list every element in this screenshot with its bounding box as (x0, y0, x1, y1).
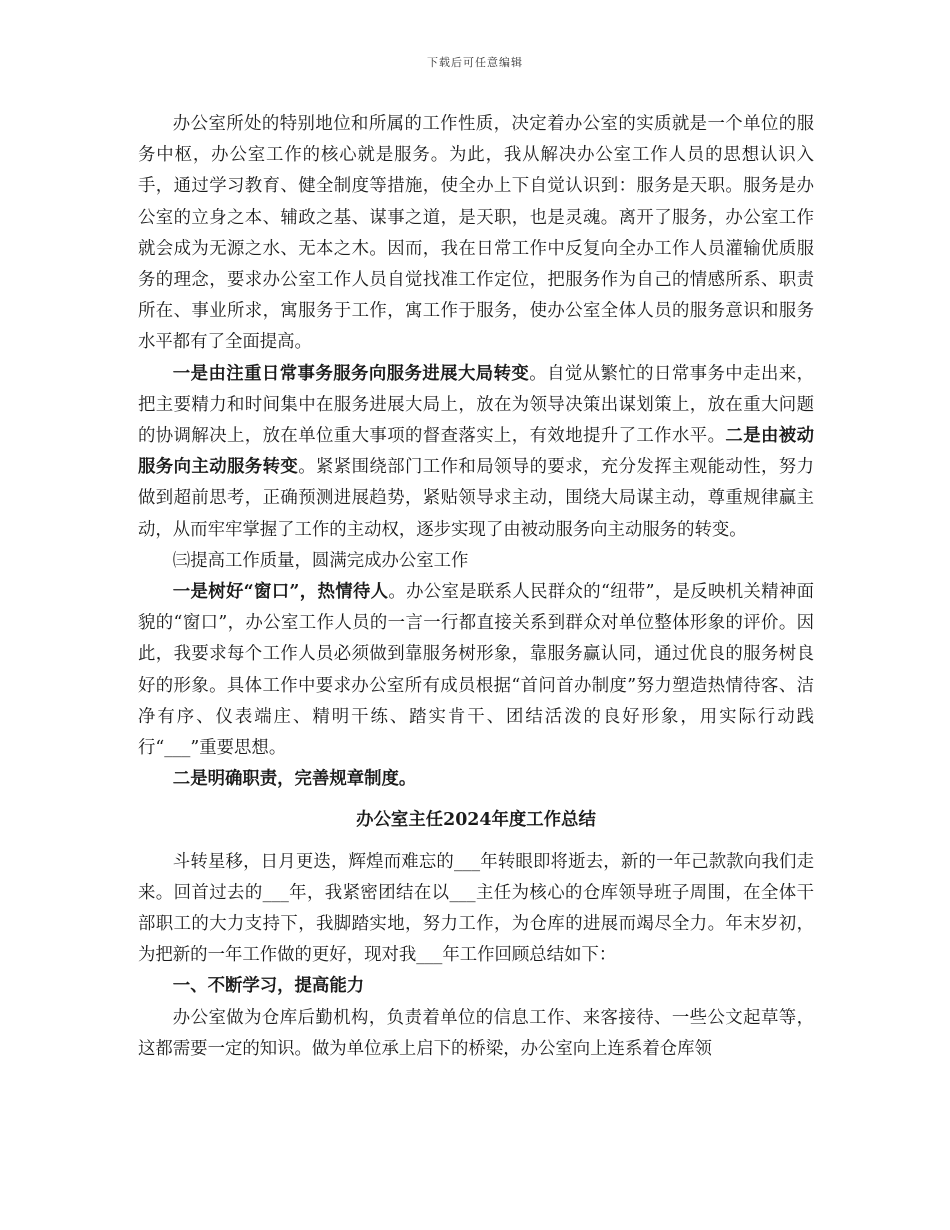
bold-phrase-first-shift: 一是由注重日常事务服务向服务进展大局转变 (172, 363, 530, 384)
bold-phrase-second-shift: 二是由被动服务向主动服务转变 (138, 426, 814, 478)
document-body (138, 109, 814, 1065)
text-second-shift: 。紧紧围绕部门工作和局领导的要求，充分发挥主观能动性，努力做到超前思考，正确预测进展趋势，紧贴领导求主动，围绕大局谋主动，尊重规律赢主动，从而牢牢掌握了工作的主动权，逐步实现了由被动服务向主动服务的转变。 (138, 457, 814, 540)
paragraph-service-philosophy: 办公室所处的特别地位和所属的工作性质，决定着办公室的实质就是一个单位的服务中枢，办公室工作的核心就是服务。为此，我从解决办公室工作人员的思想认识入手，通过学习教育、健全制度等措施，使全办上下自觉认识到：服务是天职。服务是办公室的立身之本、辅政之基、谋事之道，是天职，也是灵魂。离开了服务，办公室工作就会成为无源之水、无本之木。因而，我在日常工作中反复向全办工作人员灌输优质服务的理念，要求办公室工作人员自觉找准工作定位，把服务作为自己的情感所系、职责所在、事业所求，寓服务于工作，寓工作于服务，使办公室全体人员的服务意识和服务水平都有了全面提高。 (138, 114, 814, 353)
paragraph-service-transformation (138, 359, 814, 546)
paragraph-year-review: 斗转星移，日月更迭，辉煌而难忘的___年转眼即将逝去，新的一年己款款向我们走来。回首过去的___年，我紧密团结在以___主任为核心的仓库领导班子周围，在全体干部职工的大力支持下，我脚踏实地，努力工作，为仓库的进展而竭尽全力。年末岁初，为把新的一年工作做的更好，现对我___年工作回顾总结如下： (138, 851, 814, 966)
section-heading-learning: 一、不断学习，提高能力 (172, 976, 365, 997)
text-window: 。办公室是联系人民群众的“纽带”，是反映机关精神面貌的“窗口”，办公室工作人员的一言一行都直接关系到群众对单位整体形象的评价。因此，我要求每个工作人员必须做到靠服务树形象，靠服务赢认同，通过优良的服务树良好的形象。具体工作中要求办公室所有成员根据“首问首办制度”努力塑造热情待客、洁净有序、仪表端庄、精明干练、踏实肯干、团结活泼的良好形象，用实际行动践行“___”重要思想。 (138, 582, 814, 759)
paragraph-responsibilities: 二是明确职责，完善规章制度。 (172, 769, 417, 790)
paragraph-office-role: 办公室做为仓库后勤机构，负责着单位的信息工作、来客接待、一些公文起草等，这都需要一定的知识。做为单位承上启下的桥梁，办公室向上连系着仓库领 (138, 1007, 814, 1059)
page-header: 下载后可任意编辑 (427, 56, 523, 69)
text-first-shift: 。自觉从繁忙的日常事务中走出来，把主要精力和时间集中在服务进展大局上，放在为领导决策出谋划策上，放在重大问题的协调解决上，放在单位重大事项的督查落实上，有效地提升了工作水平。 (138, 363, 814, 447)
paragraph-window-image (138, 577, 814, 764)
document-title: 办公室主任2024年度工作总结 (356, 810, 596, 831)
bold-phrase-window: 一是树好“窗口”，热情待人 (172, 582, 389, 603)
section-heading-quality: ㈢提高工作质量，圆满完成办公室工作 (172, 550, 469, 571)
